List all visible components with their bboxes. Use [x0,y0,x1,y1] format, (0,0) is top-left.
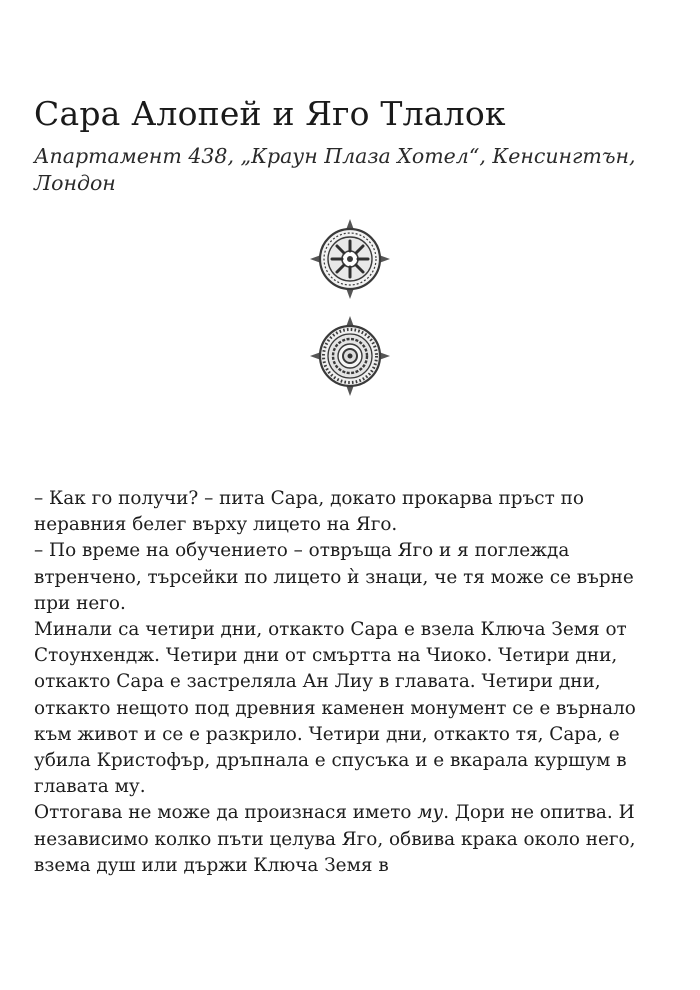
body-text [34,486,674,879]
paragraph: – Как го получи? – пита Сара, докато прокарва пръст по неравния белег върху лицето на Яго. [34,488,584,536]
paragraph [34,800,674,879]
paragraph: Минали са четири дни, откакто Сара е взела Ключа Земя от Стоунхендж. Четири дни от смъртта на Чиоко. Четири дни, откакто Сара е застреляла Ан Лиу в главата. Четири дни, откакто нещото под древния каменен монумент се е върнало към живот и се е разкрило. Четири дни, откакто тя, Сара, е убила Кристофър, дръпнала е спусъка и е вкарала куршум в главата му. [34,619,636,798]
text-span: . Дори не опитва. И независимо колко пъти целува Яго, обвива крака около него, взема душ или държи Ключа Земя в [34,802,636,876]
paragraph: – По време на обучението – отвръща Яго и я поглежда втренчено, търсейки по лицето ѝ знаци, че тя може се върне при него. [34,540,634,614]
chapter-title: Сара Алопей и Яго Тлалок [34,94,506,133]
sun-disc-emblem-icon [309,218,391,300]
text-span: Оттогава не може да произнася името [34,802,418,824]
chapter-location: Апартамент 438, „Краун Плаза Хотел“, Кенсингтън, Лондон [34,144,636,195]
emphasized-word: му [417,802,444,824]
concentric-disc-emblem-icon [309,315,391,397]
